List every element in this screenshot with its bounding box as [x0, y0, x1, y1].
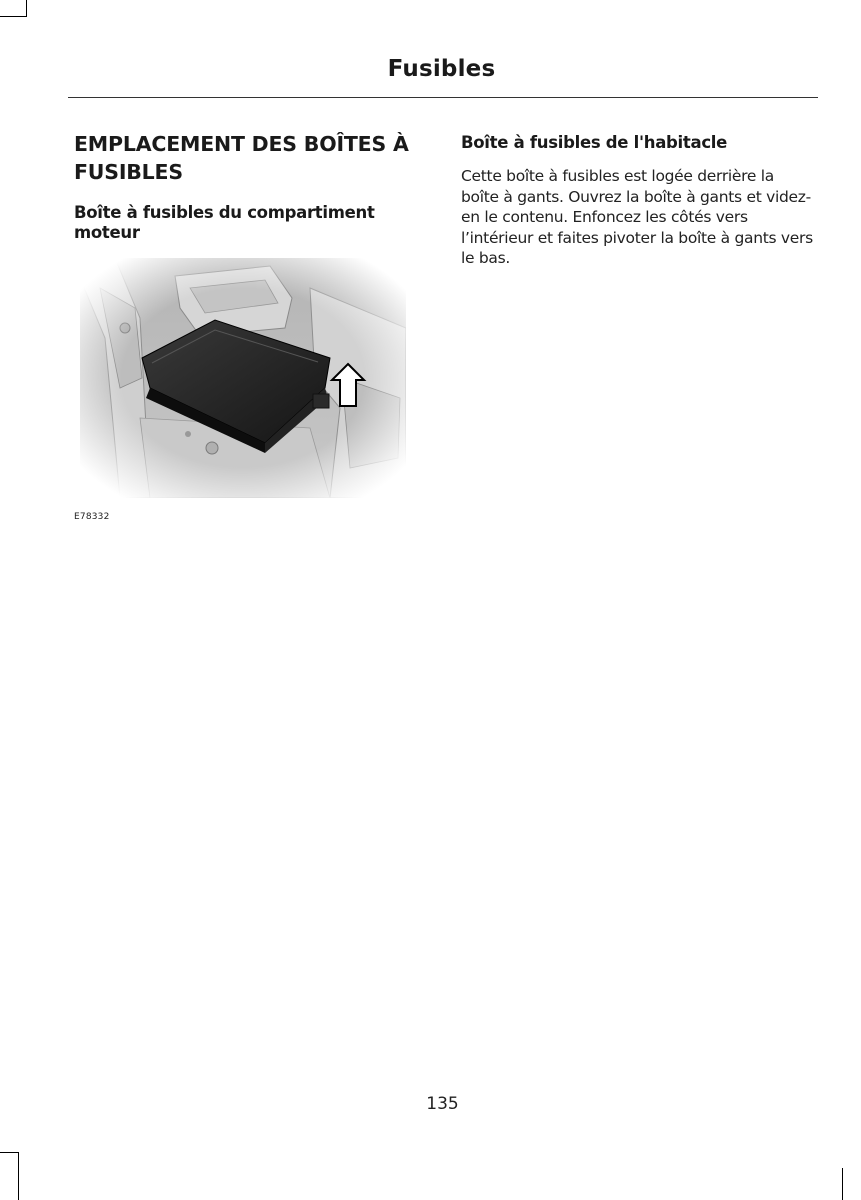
engine-fuse-box-figure [80, 258, 406, 498]
figure-code: E78332 [74, 512, 110, 522]
page-number: 135 [426, 1094, 459, 1114]
header-divider [68, 97, 818, 98]
crop-mark-bottom-left-horizontal [0, 1152, 18, 1153]
section-title: EMPLACEMENT DES BOÎTES À FUSIBLES [74, 132, 409, 184]
engine-fuse-box-illustration-icon [80, 258, 406, 498]
engine-fuse-box-heading: Boîte à fusibles du compartiment moteur [74, 203, 375, 242]
left-column [74, 130, 424, 243]
right-column [461, 130, 813, 269]
crop-mark-bottom-left-vertical [18, 1152, 19, 1200]
cabin-fuse-box-heading: Boîte à fusibles de l'habitacle [461, 133, 728, 152]
crop-mark-bottom-right-vertical [842, 1168, 843, 1200]
crop-mark-top-left-vertical [26, 0, 27, 16]
crop-mark-top-left-horizontal [0, 16, 27, 17]
page-header-title: Fusibles [387, 56, 496, 82]
cabin-fuse-box-paragraph: Cette boîte à fusibles est logée derrière la boîte à gants. Ouvrez la boîte à gants et videz-en le contenu. Enfoncez les côtés vers l’intérieur et faites pivoter la boîte à gants vers le bas. [461, 167, 813, 267]
